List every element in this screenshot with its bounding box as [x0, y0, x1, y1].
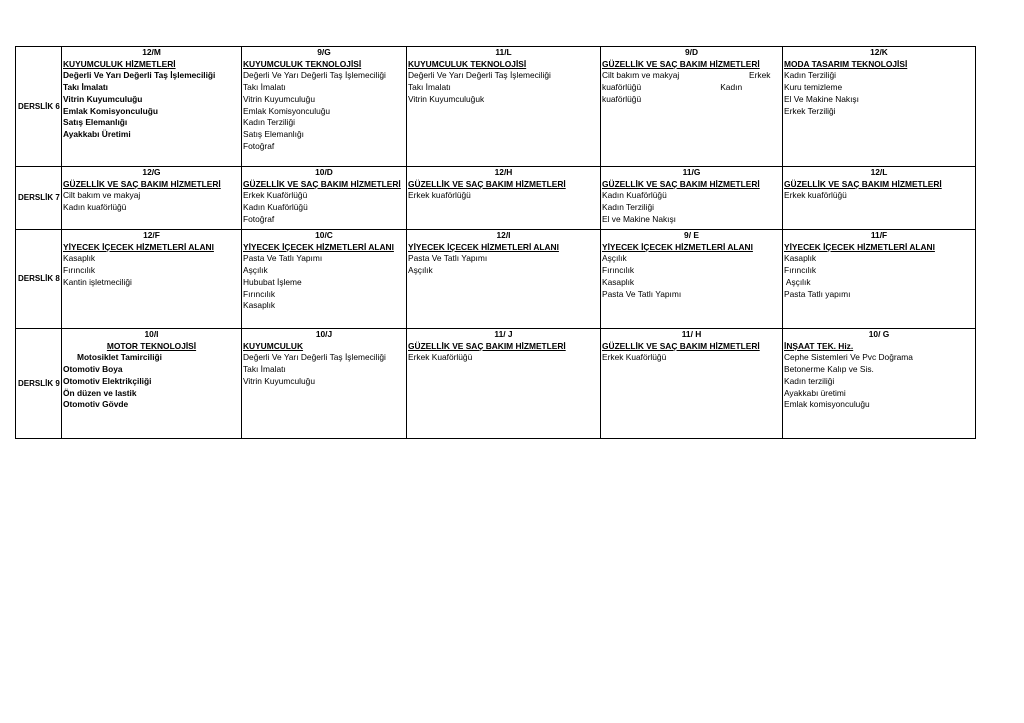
schedule-cell — [783, 167, 976, 230]
department-title: MODA TASARIM TEKNOLOJİSİ — [784, 58, 908, 69]
program-item: Pasta Ve Tatlı Yapımı — [602, 288, 682, 299]
program-item: Emlak Komisyonculuğu — [243, 105, 331, 116]
department-title: KUYUMCULUK — [243, 340, 304, 351]
program-item: El Ve Makine Nakışı — [784, 93, 859, 104]
class-code: 9/D — [684, 47, 699, 57]
program-item: Otomotiv Gövde — [63, 399, 129, 410]
program-item: Pasta Tatlı yapımı — [784, 288, 851, 299]
program-item: Erkek Kuaförlüğü — [243, 190, 308, 201]
program-item: Motosiklet Tamirciliği — [63, 352, 162, 363]
program-item: Kasaplık — [243, 300, 276, 311]
program-item: Erkek kuaförlüğü — [408, 190, 471, 201]
department-title: GÜZELLİK VE SAÇ BAKIM HİZMETLERİ — [602, 340, 760, 351]
program-item: Fotoğraf — [243, 140, 275, 151]
program-item: kuaförlüğü — [602, 93, 642, 104]
class-code: 10/C — [315, 230, 333, 240]
program-item: Fırıncılık — [63, 265, 96, 276]
program-item: Aşçılık — [408, 265, 433, 276]
classroom-schedule-table — [15, 46, 976, 439]
program-item: Takı İmalatı — [243, 364, 286, 375]
program-item: Cephe Sistemleri Ve Pvc Doğrama — [784, 352, 913, 363]
program-item: Kantin işletmeciliği — [63, 276, 132, 287]
schedule-cell — [242, 329, 407, 439]
class-code: 11/ J — [494, 329, 513, 339]
schedule-cell — [242, 47, 407, 167]
class-code: 11/L — [495, 47, 512, 57]
program-item: Değerli Ve Yarı Değerli Taş İşlemeciliği — [63, 70, 216, 81]
schedule-row — [16, 230, 976, 329]
schedule-cell — [601, 230, 783, 329]
schedule-cell — [601, 47, 783, 167]
schedule-cell — [62, 230, 242, 329]
classroom-label: DERSLİK 6 — [16, 47, 62, 167]
program-item: Aşçılık — [243, 265, 268, 276]
class-code: 10/ G — [868, 329, 890, 339]
program-item: Değerli Ve Yarı Değerli Taş İşlemeciliği — [408, 70, 551, 81]
program-item: Erkek Terziliği — [784, 105, 836, 116]
schedule-cell — [242, 167, 407, 230]
department-title: YİYECEK İÇECEK HİZMETLERİ ALANI — [602, 241, 753, 252]
program-item: Pasta Ve Tatlı Yapımı — [243, 253, 323, 264]
program-item: Kuru temizleme — [784, 82, 843, 93]
class-code: 11/ H — [681, 329, 702, 339]
program-item: Değerli Ve Yarı Değerli Taş İşlemeciliği — [243, 352, 386, 363]
department-title: GÜZELLİK VE SAÇ BAKIM HİZMETLERİ — [602, 178, 760, 189]
schedule-cell — [783, 47, 976, 167]
schedule-row — [16, 167, 976, 230]
program-item: Vitrin Kuyumculuğu — [243, 93, 316, 104]
program-item: Kasaplık — [63, 253, 96, 264]
class-code: 12/M — [142, 47, 161, 57]
program-item: Vitrin Kuyumculuğuk — [408, 93, 485, 104]
program-item: El ve Makine Nakışı — [602, 213, 677, 224]
program-item: Takı İmalatı — [243, 82, 286, 93]
schedule-cell — [62, 329, 242, 439]
schedule-cell — [783, 329, 976, 439]
department-title: YİYECEK İÇECEK HİZMETLERİ ALANI — [408, 241, 559, 252]
department-title: KUYUMCULUK TEKNOLOJİSİ — [408, 58, 527, 69]
program-item: kuaförlüğü Kadın — [602, 82, 743, 93]
schedule-body — [16, 47, 976, 439]
program-item: Hububat İşleme — [243, 276, 302, 287]
program-item: Kasaplık — [602, 276, 635, 287]
class-code: 11/G — [682, 167, 701, 177]
program-item: Betonerme Kalıp ve Sis. — [784, 364, 874, 375]
program-item: Değerli Ve Yarı Değerli Taş İşlemeciliği — [243, 70, 386, 81]
program-item: Kadın Kuaförlüğü — [602, 190, 667, 201]
program-item: Fırıncılık — [784, 265, 817, 276]
classroom-label: DERSLİK 8 — [16, 230, 62, 329]
program-item: Cilt bakım ve makyaj — [63, 190, 141, 201]
department-title: YİYECEK İÇECEK HİZMETLERİ ALANI — [784, 241, 935, 252]
department-title: KUYUMCULUK HİZMETLERİ — [63, 58, 176, 69]
program-item: Takı İmalatı — [408, 82, 451, 93]
program-item: Kadın Terziliği — [243, 117, 295, 128]
program-item: Fırıncılık — [243, 288, 276, 299]
department-title: GÜZELLİK VE SAÇ BAKIM HİZMETLERİ — [784, 178, 942, 189]
department-title: YİYECEK İÇECEK HİZMETLERİ ALANI — [243, 241, 394, 252]
classroom-label: DERSLİK 7 — [16, 167, 62, 230]
program-item: Erkek Kuaförlüğü — [408, 352, 473, 363]
class-code: 10/I — [144, 329, 159, 339]
class-code: 12/H — [494, 167, 513, 177]
schedule-cell — [62, 167, 242, 230]
program-item: Aşçılık — [602, 253, 627, 264]
class-code: 10/J — [315, 329, 333, 339]
class-code: 10/D — [315, 167, 333, 177]
program-item: Takı İmalatı — [63, 82, 108, 93]
schedule-cell — [407, 167, 601, 230]
program-item: Pasta Ve Tatlı Yapımı — [408, 253, 488, 264]
program-item: Kadın kuaförlüğü — [63, 202, 127, 213]
program-item: Otomotiv Elektrikçiliği — [63, 375, 152, 386]
classroom-label: DERSLİK 9 — [16, 329, 62, 439]
class-code: 12/K — [870, 47, 888, 57]
program-item: Emlak Komisyonculuğu — [63, 105, 158, 116]
department-title: YİYECEK İÇECEK HİZMETLERİ ALANI — [63, 241, 214, 252]
schedule-cell — [242, 230, 407, 329]
schedule-cell — [783, 230, 976, 329]
department-title: GÜZELLİK VE SAÇ BAKIM HİZMETLERİ — [408, 340, 566, 351]
program-item: Vitrin Kuyumculuğu — [243, 375, 316, 386]
program-item: Vitrin Kuyumculuğu — [63, 93, 143, 104]
program-item: Erkek Kuaförlüğü — [602, 352, 667, 363]
department-title: MOTOR TEKNOLOJİSİ — [106, 340, 197, 351]
program-item: Kadın Terziliği — [602, 202, 654, 213]
schedule-cell — [407, 329, 601, 439]
schedule-cell — [62, 47, 242, 167]
program-item: Aşçılık — [784, 276, 811, 287]
department-title: GÜZELLİK VE SAÇ BAKIM HİZMETLERİ — [602, 58, 760, 69]
class-code: 11/F — [870, 230, 888, 240]
program-item: Kadın terziliği — [784, 375, 835, 386]
class-code: 9/G — [317, 47, 331, 57]
program-item: Kadın Terziliği — [784, 70, 836, 81]
schedule-row — [16, 47, 976, 167]
department-title: KUYUMCULUK TEKNOLOJİSİ — [243, 58, 362, 69]
program-item: Ayakkabı üretimi — [784, 387, 846, 398]
program-item: Fotoğraf — [243, 213, 275, 224]
department-title: GÜZELLİK VE SAÇ BAKIM HİZMETLERİ — [243, 178, 401, 189]
class-code: 12/F — [143, 230, 160, 240]
program-item: Erkek kuaförlüğü — [784, 190, 847, 201]
program-item: Fırıncılık — [602, 265, 635, 276]
department-title: İNŞAAT TEK. Hiz. — [784, 340, 854, 351]
class-code: 12/I — [496, 230, 511, 240]
program-item: Kasaplık — [784, 253, 817, 264]
program-item: Satış Elemanlığı — [243, 128, 304, 139]
program-item: Ön düzen ve lastik — [63, 387, 137, 398]
schedule-cell — [601, 329, 783, 439]
schedule-cell — [407, 47, 601, 167]
schedule-cell — [601, 167, 783, 230]
class-code: 9/ E — [684, 230, 699, 240]
class-code: 12/L — [870, 167, 888, 177]
program-item: Cilt bakım ve makyaj Erkek — [602, 70, 771, 81]
department-title: GÜZELLİK VE SAÇ BAKIM HİZMETLERİ — [408, 178, 566, 189]
program-item: Emlak komisyonculuğu — [784, 399, 870, 410]
schedule-row — [16, 329, 976, 439]
program-item: Otomotiv Boya — [63, 364, 123, 375]
class-code: 12/G — [142, 167, 161, 177]
schedule-cell — [407, 230, 601, 329]
department-title: GÜZELLİK VE SAÇ BAKIM HİZMETLERİ — [63, 178, 221, 189]
program-item: Kadın Kuaförlüğü — [243, 202, 308, 213]
program-item: Ayakkabı Üretimi — [63, 128, 131, 139]
program-item: Satış Elemanlığı — [63, 117, 128, 128]
